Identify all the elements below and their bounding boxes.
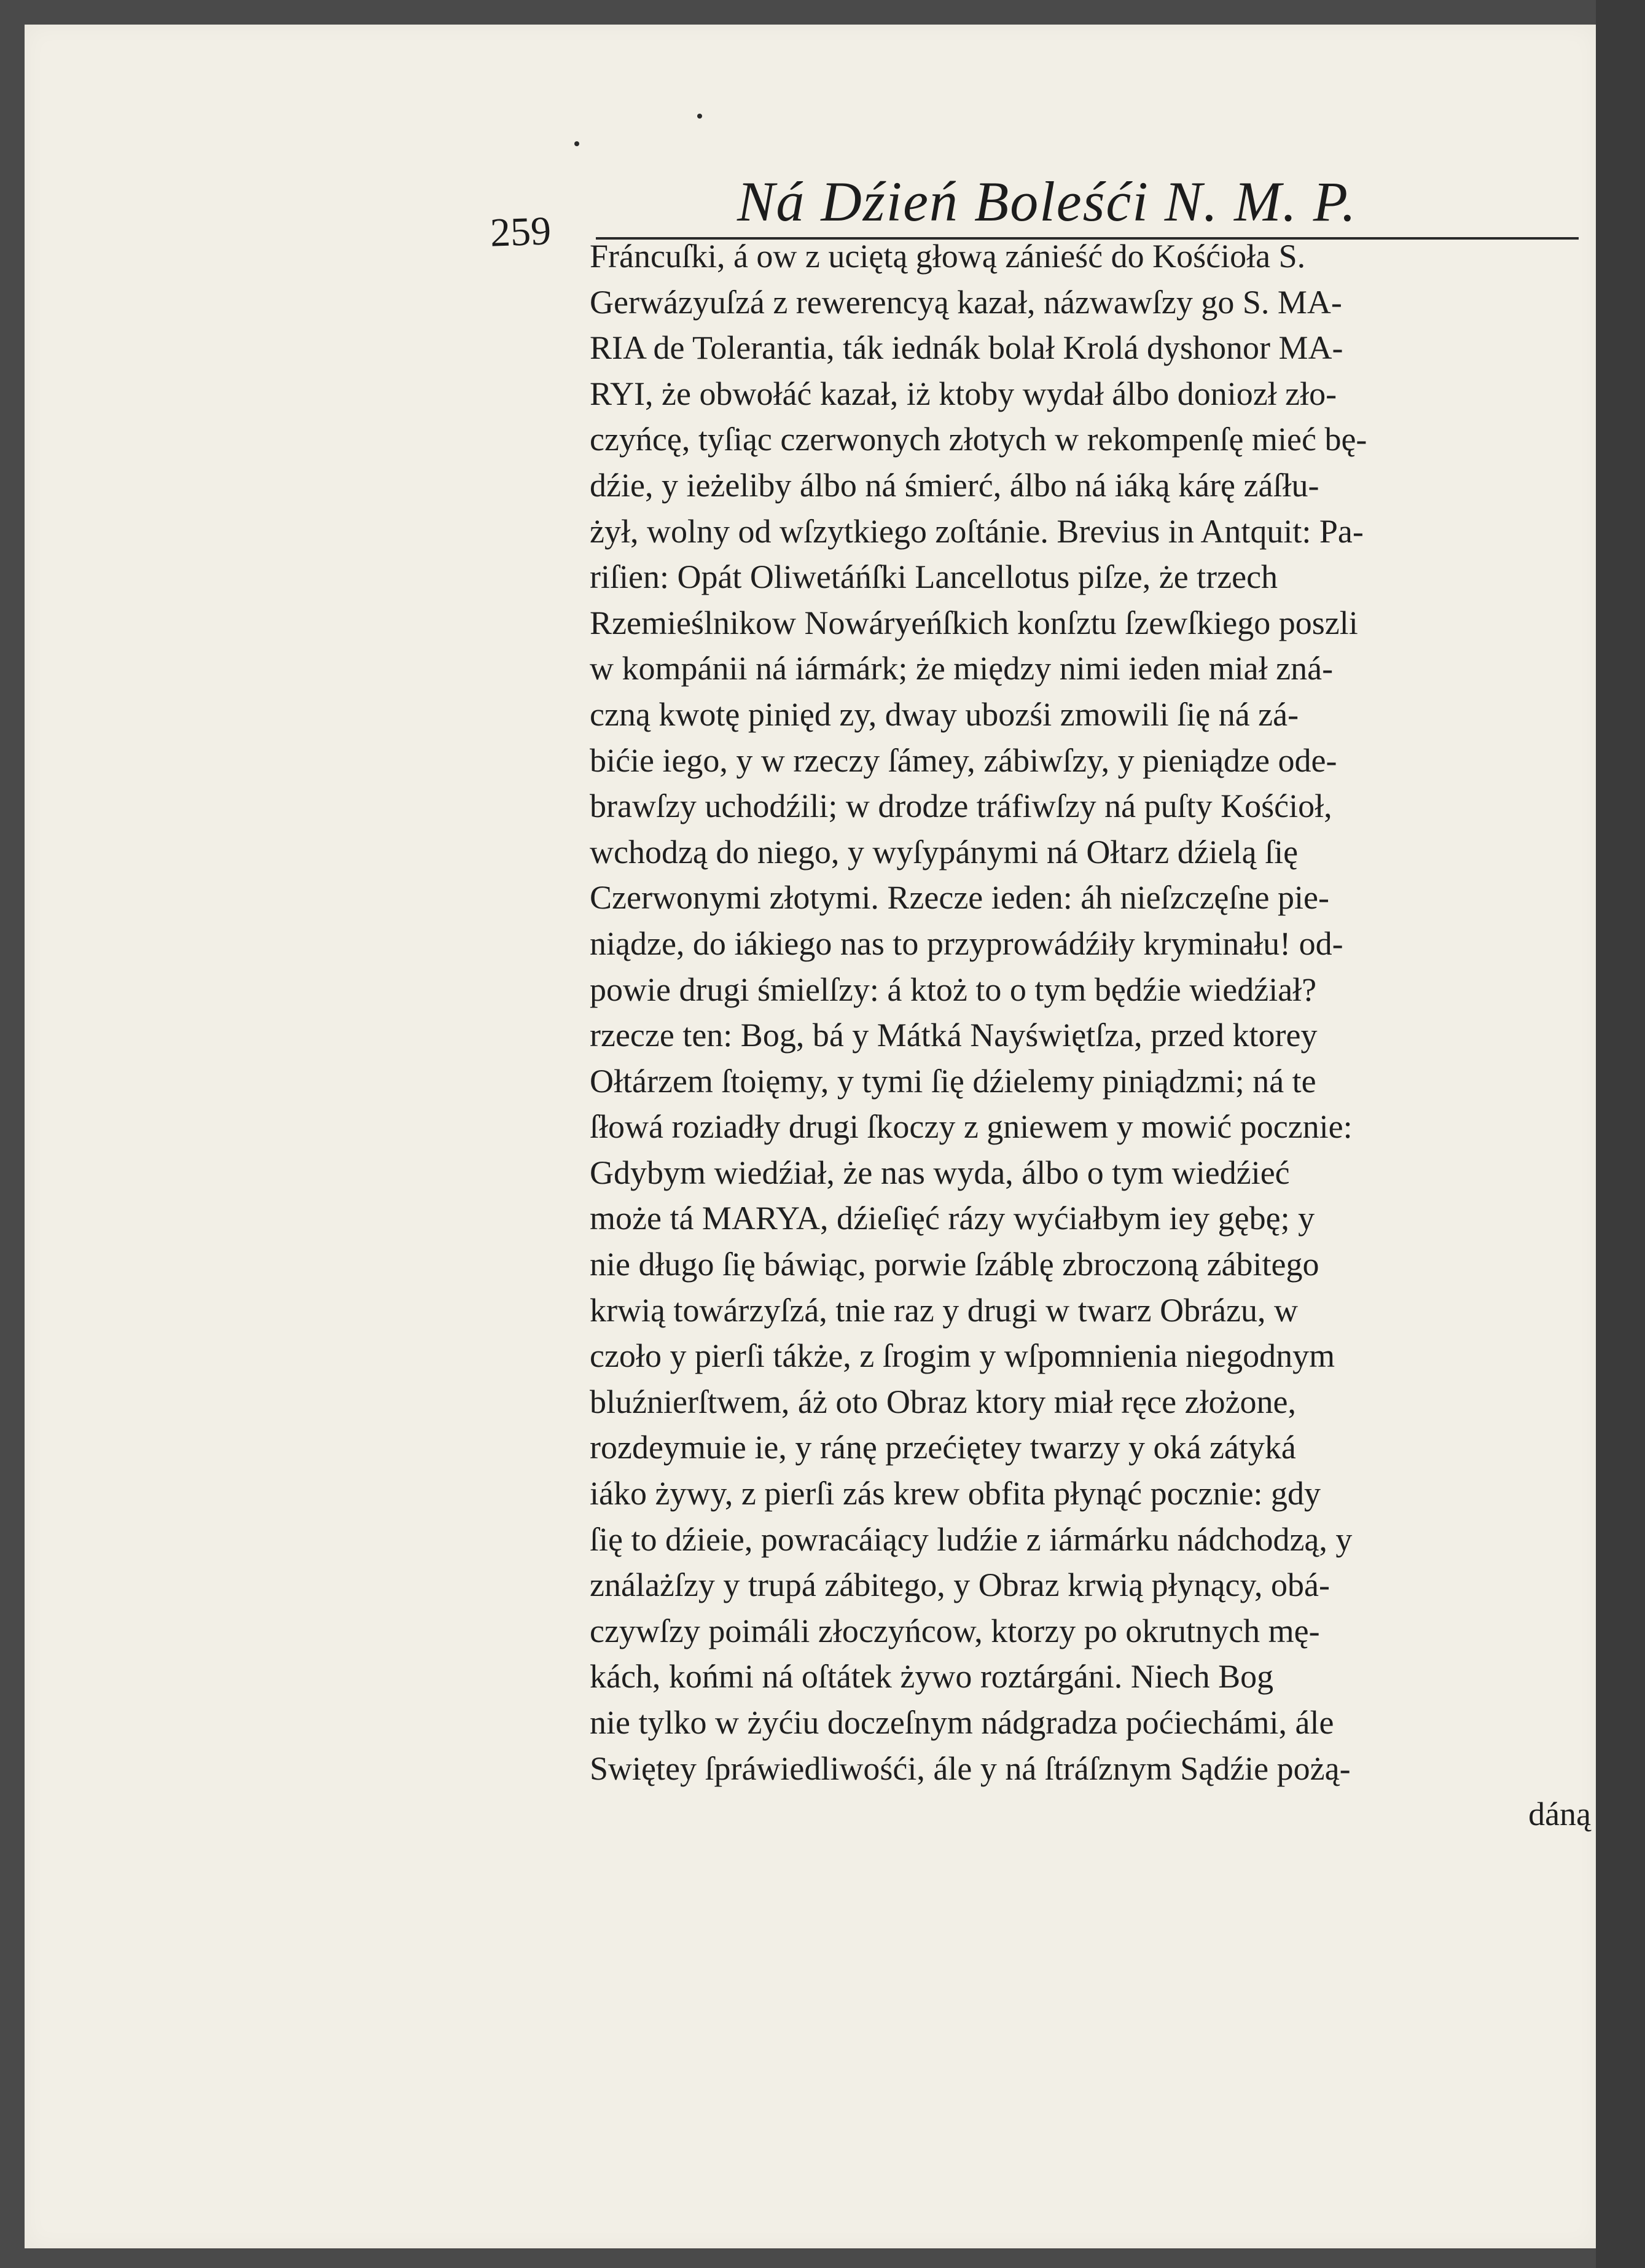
text-line: rzecze ten: Bog, bá y Mátká Nayświętſza, przed ktorey <box>590 1017 1318 1054</box>
text-line: wchodzą do niego, y wyſypánymi ná Ołtarz dźielą ſię <box>590 833 1299 870</box>
text-line: może tá MARYA, dźieſięć rázy wyćiałbym iey gębę; y <box>590 1200 1315 1237</box>
page-number: 259 <box>489 208 552 256</box>
text-line: iáko żywy, z pierſi zás krew obfita płynąć pocznie: gdy <box>590 1475 1321 1512</box>
book-page <box>25 25 1601 2248</box>
text-line: kách, końmi ná oſtátek żywo roztárgáni. Niech Bog <box>590 1658 1274 1695</box>
ink-speck <box>574 141 579 146</box>
text-line: rozdeymuie ie, y ránę przećiętey twarzy y oká zátyká <box>590 1429 1296 1466</box>
text-line: żył, wolny od wſzytkiego zoſtánie. Brevius in Antquit: Pa- <box>590 512 1364 550</box>
text-line: riſien: Opát Oliwetáńſki Lancellotus piſze, że trzech <box>590 558 1278 596</box>
text-line: nie tylko w żyćiu doczeſnym nádgradza poćiechámi, ále <box>590 1704 1334 1741</box>
text-line: krwią towárzyſzá, tnie raz y drugi w twarz Obrázu, w <box>590 1291 1299 1329</box>
text-line: Ołtárzem ſtoięmy, y tymi ſię dźielemy piniądzmi; ná te <box>590 1062 1316 1100</box>
text-line: Rzemieślnikow Nowáryeńſkich konſztu ſzewſkiego poszli <box>590 604 1358 641</box>
body-text <box>590 233 1609 1837</box>
text-line: bluźnierſtwem, áż oto Obraz ktory miał ręce złożone, <box>590 1383 1297 1420</box>
text-line: niądze, do iákiego nas to przyprowádźiły kryminału! od- <box>590 925 1343 962</box>
text-line: RIA de Tolerantia, ták iednák bolał Krolá dyshonor MA- <box>590 329 1343 367</box>
text-line: czoło y pierſi tákże, z ſrogim y wſpomnienia niegodnym <box>590 1337 1335 1375</box>
text-line: czną kwotę pinięd zy, dway ubozśi zmowili ſię ná zá- <box>590 695 1299 733</box>
text-line: ſię to dźieie, powracáiący ludźie z iármárku nádchodzą, y <box>590 1520 1353 1558</box>
text-line: czyńcę, tyſiąc czerwonych złotych w rekompenſę mieć bę- <box>590 421 1367 458</box>
text-line: RYI, że obwołáć kazał, iż ktoby wydał álbo doniozł zło- <box>590 375 1337 412</box>
text-line: Gdybym wiedźiał, że nas wyda, álbo o tym wiedźieć <box>590 1154 1290 1191</box>
text-line: nie długo ſię báwiąc, porwie ſzáblę zbroczoną zábitego <box>590 1246 1319 1283</box>
text-line: brawſzy uchodźili; w drodze tráfiwſzy ná puſty Kośćioł, <box>590 788 1332 825</box>
text-line: Gerwázyuſzá z rewerencyą kazał, názwawſzy go S. MA- <box>590 283 1342 321</box>
running-head: Ná Dźień Boleśći N. M. P. <box>737 170 1358 233</box>
text-line: Swiętey ſpráwiedliwośći, ále y ná ſtráſznym Sądźie pożą- <box>590 1750 1351 1787</box>
text-line: Czerwonymi złotymi. Rzecze ieden: áh nieſzczęſne pie- <box>590 879 1329 917</box>
text-line: ználażſzy y trupá zábitego, y Obraz krwią płynący, obá- <box>590 1566 1330 1604</box>
text-line: bićie iego, y w rzeczy ſámey, zábiwſzy, y pieniądze ode- <box>590 741 1337 779</box>
catchword: dáną <box>1528 1796 1591 1833</box>
text-line: dźie, y ieżeliby álbo ná śmierć, álbo ná iáką kárę záſłu- <box>590 466 1319 504</box>
text-line: w kompánii ná iármárk; że między nimi ieden miał zná- <box>590 650 1334 687</box>
text-line: ſłowá roziadły drugi ſkoczy z gniewem y mowić pocznie: <box>590 1108 1353 1146</box>
ink-speck <box>697 114 702 119</box>
scan-background-margin <box>1596 0 1645 2268</box>
text-line: Fráncuſki, á ow z uciętą głową zánieść do Kośćioła S. <box>590 238 1306 275</box>
text-line: powie drugi śmielſzy: á ktoż to o tym będźie wiedźiał? <box>590 971 1317 1008</box>
text-line: czywſzy poimáli złoczyńcow, ktorzy po okrutnych mę- <box>590 1612 1320 1649</box>
